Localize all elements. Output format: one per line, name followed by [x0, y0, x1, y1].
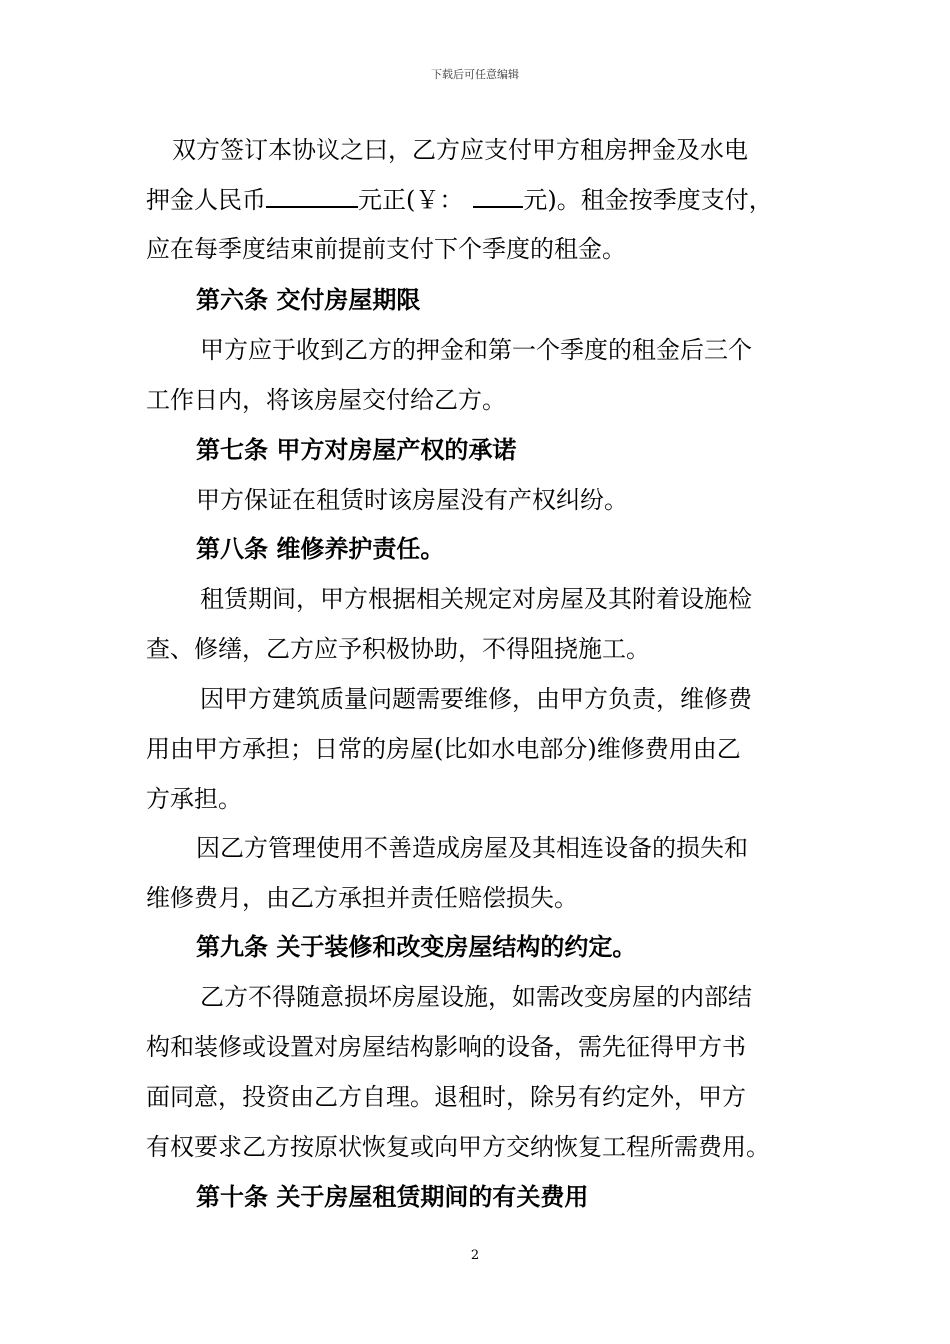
- deposit-figure-blank: [473, 184, 523, 208]
- page-header: 下载后可任意编辑: [431, 68, 519, 81]
- s6-line-1: 甲方应于收到乙方的押金和第一个季度的租金后三个: [200, 336, 752, 364]
- section-7-heading: 第七条 甲方对房屋产权的承诺: [196, 435, 517, 464]
- p1-line-2c: 元)。租金按季度支付，: [523, 186, 773, 214]
- s8-p3-line-2: 维修费月，由乙方承担并责任赔偿损失。: [146, 884, 578, 912]
- s6-line-2: 工作日内，将该房屋交付给乙方。: [146, 386, 506, 414]
- s9-line-1: 乙方不得随意损坏房屋设施，如需改变房屋的内部结: [200, 983, 752, 1011]
- deposit-amount-blank: [266, 184, 358, 208]
- s8-p1-line-2: 查、修缮，乙方应予积极协助，不得阻挠施工。: [146, 635, 650, 663]
- p1-line-2b: 元正(￥：: [358, 186, 464, 214]
- s8-p2-line-2: 用由甲方承担；日常的房屋(比如水电部分)维修费用由乙: [146, 735, 741, 763]
- p1-line-1: 双方签订本协议之曰，乙方应支付甲方租房押金及水电: [172, 136, 748, 164]
- section-9-heading: 第九条 关于装修和改变房屋结构的约定。: [196, 932, 637, 961]
- section-10-heading: 第十条 关于房屋租赁期间的有关费用: [196, 1182, 589, 1211]
- s8-p2-line-3: 方承担。: [146, 785, 242, 813]
- p1-line-3: 应在每季度结束前提前支付下个季度的租金。: [146, 235, 626, 263]
- s9-line-2: 构和装修或设置对房屋结构影响的设备，需先征得甲方书: [146, 1033, 746, 1061]
- section-6-heading: 第六条 交付房屋期限: [196, 285, 421, 314]
- s9-line-3: 面同意，投资由乙方自理。退租时，除另有约定外，甲方: [146, 1083, 746, 1111]
- s7-line-1: 甲方保证在租赁时该房屋没有产权纠纷。: [196, 486, 628, 514]
- p1-line-2a: 押金人民币: [146, 186, 266, 214]
- s8-p3-line-1: 因乙方管理使用不善造成房屋及其相连设备的损失和: [196, 834, 748, 862]
- section-8-heading: 第八条 维修养护责任。: [196, 534, 445, 563]
- p1-line-2: [146, 184, 773, 216]
- s9-line-4: 有权要求乙方按原状恢复或向甲方交纳恢复工程所需费用。: [146, 1133, 770, 1161]
- s8-p1-line-1: 租赁期间，甲方根据相关规定对房屋及其附着设施检: [200, 585, 752, 613]
- page-number: 2: [470, 1248, 480, 1263]
- s8-p2-line-1: 因甲方建筑质量问题需要维修，由甲方负责，维修费: [200, 685, 752, 713]
